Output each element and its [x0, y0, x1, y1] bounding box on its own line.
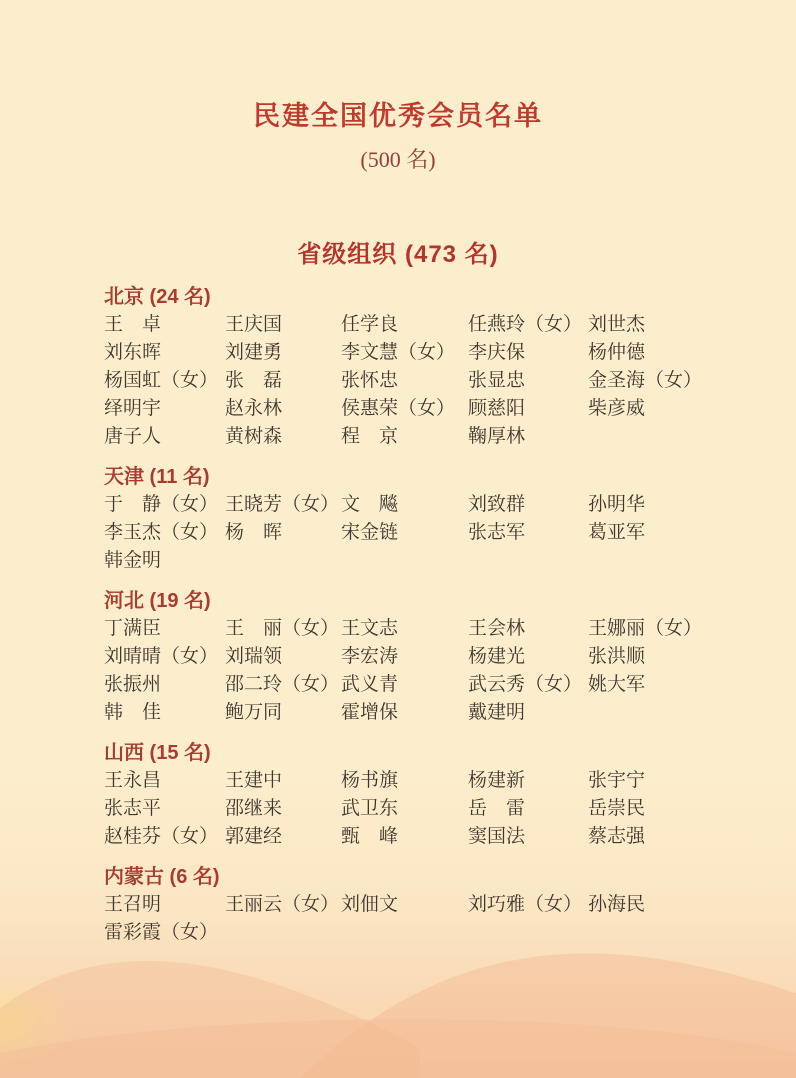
member-name: 王 丽（女） — [225, 618, 340, 639]
member-name: 杨建新 — [468, 770, 526, 791]
province-header: 河北 (19 名) — [104, 590, 211, 612]
member-name: 韩金明 — [104, 550, 162, 571]
province-group — [104, 463, 706, 575]
province-header: 北京 (24 名) — [104, 286, 211, 308]
member-name: 武卫东 — [341, 798, 399, 819]
member-name: 杨建光 — [468, 646, 526, 667]
member-name: 鞠厚林 — [468, 426, 526, 447]
member-name: 刘晴晴（女） — [104, 646, 219, 667]
member-name: 王庆国 — [225, 314, 283, 335]
member-name: 霍增保 — [341, 702, 399, 723]
member-name: 邵继来 — [225, 798, 283, 819]
member-name: 王 卓 — [104, 314, 162, 335]
member-name: 杨仲德 — [588, 342, 646, 363]
table-row — [104, 919, 706, 947]
member-name: 任学良 — [341, 314, 399, 335]
member-name: 王晓芳（女） — [225, 494, 340, 515]
member-name: 王文志 — [341, 618, 399, 639]
member-name: 王建中 — [225, 770, 283, 791]
member-name: 杨 晖 — [225, 522, 283, 543]
table-row — [104, 795, 706, 823]
member-name: 侯惠荣（女） — [341, 398, 456, 419]
table-row — [104, 339, 706, 367]
member-name: 于 静（女） — [104, 494, 219, 515]
member-name: 杨书旗 — [341, 770, 399, 791]
table-row — [104, 547, 706, 575]
table-row — [104, 643, 706, 671]
member-name: 李玉杰（女） — [104, 522, 219, 543]
table-row — [104, 891, 706, 919]
table-row — [104, 671, 706, 699]
member-name: 刘东晖 — [104, 342, 162, 363]
member-name: 王召明 — [104, 894, 162, 915]
member-name: 张洪顺 — [588, 646, 646, 667]
member-name: 程 京 — [341, 426, 399, 447]
province-group — [104, 283, 706, 451]
member-name: 刘瑞领 — [225, 646, 283, 667]
member-name: 刘建勇 — [225, 342, 283, 363]
table-row — [104, 367, 706, 395]
province-header: 山西 (15 名) — [104, 742, 211, 764]
member-name: 孙海民 — [588, 894, 646, 915]
table-row — [104, 491, 706, 519]
member-name: 黄树森 — [225, 426, 283, 447]
member-name-list — [0, 283, 796, 947]
member-name: 绎明宇 — [104, 398, 162, 419]
member-name: 韩 佳 — [104, 702, 162, 723]
member-name: 张显忠 — [468, 370, 526, 391]
table-row — [104, 615, 706, 643]
member-name: 刘致群 — [468, 494, 526, 515]
member-name: 姚大军 — [588, 674, 646, 695]
province-header: 天津 (11 名) — [104, 466, 210, 488]
member-name: 刘世杰 — [588, 314, 646, 335]
section-heading: 省级组织 (473 名) — [297, 241, 499, 268]
member-name: 宋金链 — [341, 522, 399, 543]
table-row — [104, 395, 706, 423]
member-name: 文 飚 — [341, 494, 399, 515]
member-name: 刘佃文 — [341, 894, 399, 915]
member-name: 任燕玲（女） — [468, 314, 583, 335]
province-group — [104, 587, 706, 727]
table-row — [104, 311, 706, 339]
table-row — [104, 823, 706, 851]
member-name: 岳崇民 — [588, 798, 646, 819]
member-name: 蔡志强 — [588, 826, 646, 847]
member-name: 李庆保 — [468, 342, 526, 363]
member-name: 张宇宁 — [588, 770, 646, 791]
member-name: 郭建经 — [225, 826, 283, 847]
member-name: 孙明华 — [588, 494, 646, 515]
member-name: 武义青 — [341, 674, 399, 695]
page-title: 民建全国优秀会员名单 — [253, 101, 543, 131]
member-name: 戴建明 — [468, 702, 526, 723]
member-name: 岳 雷 — [468, 798, 526, 819]
province-header: 内蒙古 (6 名) — [104, 866, 220, 888]
member-name: 张志平 — [104, 798, 162, 819]
member-name: 张 磊 — [225, 370, 283, 391]
member-name: 赵桂芬（女） — [104, 826, 219, 847]
member-name: 丁满臣 — [104, 618, 162, 639]
member-name: 唐子人 — [104, 426, 162, 447]
member-name: 金圣海（女） — [588, 370, 703, 391]
member-name: 杨国虹（女） — [104, 370, 219, 391]
member-name: 刘巧雅（女） — [468, 894, 583, 915]
member-name: 武云秀（女） — [468, 674, 583, 695]
total-count: (500 名) — [360, 147, 436, 172]
member-name: 王丽云（女） — [225, 894, 340, 915]
member-name: 李宏涛 — [341, 646, 399, 667]
member-name: 张振州 — [104, 674, 162, 695]
member-name: 李文慧（女） — [341, 342, 456, 363]
member-name: 王娜丽（女） — [588, 618, 703, 639]
member-name: 王会林 — [468, 618, 526, 639]
province-group — [104, 739, 706, 851]
member-name: 张志军 — [468, 522, 526, 543]
table-row — [104, 423, 706, 451]
province-group — [104, 863, 706, 947]
member-name: 甄 峰 — [341, 826, 399, 847]
table-row — [104, 699, 706, 727]
table-row — [104, 767, 706, 795]
member-name: 柴彦威 — [588, 398, 646, 419]
member-name: 赵永林 — [225, 398, 283, 419]
member-name: 葛亚军 — [588, 522, 646, 543]
member-name: 窦国法 — [468, 826, 526, 847]
member-name: 邵二玲（女） — [225, 674, 340, 695]
member-name: 张怀忠 — [341, 370, 399, 391]
member-name: 王永昌 — [104, 770, 162, 791]
member-name: 雷彩霞（女） — [104, 922, 219, 943]
member-name: 鲍万同 — [225, 702, 283, 723]
member-name: 顾慈阳 — [468, 398, 526, 419]
table-row — [104, 519, 706, 547]
